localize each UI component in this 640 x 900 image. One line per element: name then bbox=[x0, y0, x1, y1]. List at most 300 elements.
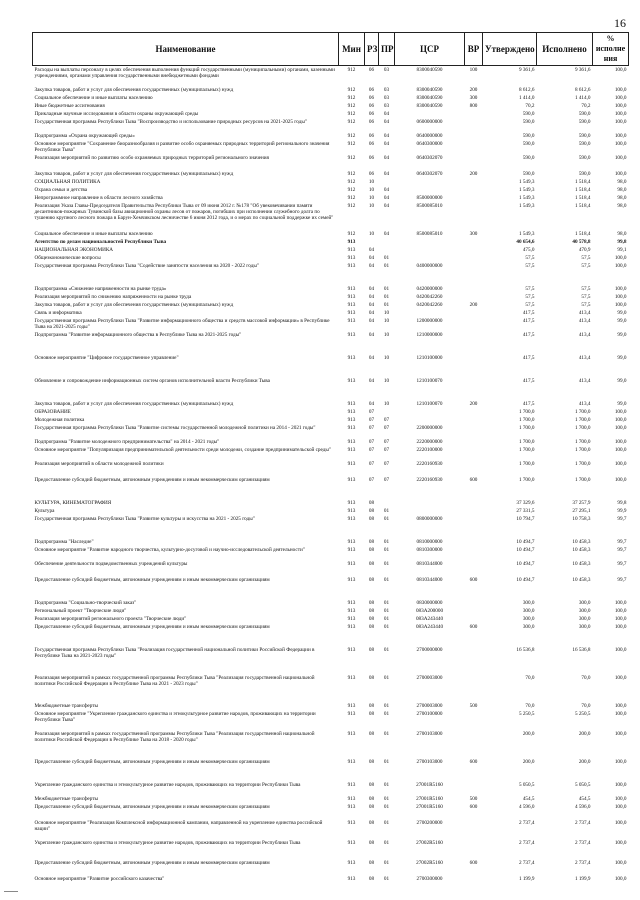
table-row bbox=[33, 476, 629, 499]
cell-name: Межбюджетные трансферты bbox=[34, 796, 99, 802]
cell-executed: 1 199,9 bbox=[574, 876, 591, 882]
cell-name: Предоставление субсидий бюджетным, автономным учреждениям и иным некоммерческим организациям bbox=[34, 804, 270, 810]
header-pr: ПР bbox=[379, 33, 395, 66]
cell-approved: 1 549,3 bbox=[518, 231, 535, 237]
cell-min: 912 bbox=[347, 111, 356, 117]
table-row bbox=[33, 254, 629, 262]
table-row bbox=[33, 615, 629, 623]
cell-min: 913 bbox=[347, 401, 356, 407]
cell-percent: 100,0 bbox=[614, 263, 627, 269]
cell-name: Реализация мероприятий в области молодежной политики bbox=[34, 461, 164, 467]
cell-min: 913 bbox=[347, 600, 356, 606]
cell-percent: 98,0 bbox=[617, 179, 627, 185]
cell-name: Культура bbox=[34, 508, 55, 514]
cell-executed: 300,0 bbox=[578, 624, 591, 630]
cell-name: Реализация мероприятий регионального проекта "Творческие люди" bbox=[34, 616, 187, 622]
cell-name: Основное мероприятие "Реализация Комплексной информационной кампании, направленной на укрепление единства российской нации" bbox=[34, 820, 323, 832]
cell-rz: 06 bbox=[368, 119, 375, 125]
cell-percent: 99,0 bbox=[617, 310, 627, 316]
cell-executed: 70,0 bbox=[581, 675, 591, 681]
cell-approved: 37 329,6 bbox=[516, 500, 535, 506]
cell-vr bbox=[465, 560, 483, 576]
cell-name: НАЦИОНАЛЬНАЯ ЭКОНОМИКА bbox=[34, 247, 114, 253]
cell-pr: 01 bbox=[383, 516, 390, 522]
cell-name: Государственная программа Республики Тыва "Развитие информационного общества и средств массовой информации» в Республике Тыва на 2021-2025 годы" bbox=[34, 318, 330, 330]
cell-pr: 03 bbox=[383, 95, 390, 101]
cell-csr: 27001R5160 bbox=[416, 804, 443, 810]
cell-percent: 100,0 bbox=[614, 447, 627, 453]
cell-pr: 03 bbox=[383, 67, 390, 73]
cell-csr: 8500000000 bbox=[416, 195, 443, 201]
cell-csr: 2700100000 bbox=[416, 711, 443, 717]
cell-pr: 04 bbox=[383, 195, 390, 201]
cell-csr: 8300040590 bbox=[416, 103, 443, 109]
cell-approved: 70,2 bbox=[525, 103, 535, 109]
cell-approved: 1 700,0 bbox=[518, 425, 535, 431]
cell-percent: 100,0 bbox=[614, 647, 627, 653]
cell-executed: 413,4 bbox=[578, 378, 591, 384]
cell-approved: 590,0 bbox=[522, 119, 535, 125]
cell-name: Государственная программа Республики Тыва "Воспроизводство и использование природных ресурсов на 2021-2025 годы" bbox=[34, 119, 307, 125]
cell-min: 913 bbox=[347, 447, 356, 453]
table-row bbox=[33, 154, 629, 170]
cell-executed: 2 737,4 bbox=[574, 860, 591, 866]
header-min: Мин bbox=[339, 33, 365, 66]
cell-pr: 01 bbox=[383, 675, 390, 681]
cell-csr: 1210000000 bbox=[416, 332, 443, 338]
cell-name: Закупка товаров, работ и услуг для обеспечения государственных (муниципальных) нужд bbox=[34, 87, 234, 93]
header-rz: РЗ bbox=[365, 33, 379, 66]
cell-min: 913 bbox=[347, 711, 356, 717]
cell-executed: 57,5 bbox=[581, 263, 591, 269]
cell-executed: 70,0 bbox=[581, 703, 591, 709]
cell-percent: 100,0 bbox=[614, 87, 627, 93]
cell-name: Основное мероприятие "Цифровое государственное управление" bbox=[34, 355, 179, 361]
cell-approved: 10 494,7 bbox=[516, 577, 535, 583]
cell-approved: 417,5 bbox=[522, 332, 535, 338]
cell-percent: 99,7 bbox=[617, 577, 627, 583]
cell-vr bbox=[465, 354, 483, 377]
cell-rz: 07 bbox=[368, 425, 375, 431]
table-row bbox=[33, 424, 629, 438]
cell-percent: 99,7 bbox=[617, 547, 627, 553]
cell-min: 913 bbox=[347, 409, 356, 415]
cell-executed: 16 536,8 bbox=[572, 647, 591, 653]
cell-vr: 100 bbox=[469, 67, 478, 73]
cell-name: Предоставление субсидий бюджетным, автономным учреждениям и иным некоммерческим организациям bbox=[34, 860, 270, 866]
cell-csr bbox=[395, 186, 465, 194]
cell-rz: 08 bbox=[368, 759, 375, 765]
cell-executed: 590,0 bbox=[578, 111, 591, 117]
cell-vr bbox=[465, 730, 483, 758]
cell-percent: 99,7 bbox=[617, 516, 627, 522]
cell-percent: 100,0 bbox=[614, 119, 627, 125]
cell-min: 912 bbox=[347, 103, 356, 109]
cell-min: 913 bbox=[347, 820, 356, 826]
cell-rz: 06 bbox=[368, 95, 375, 101]
cell-csr: 1200000000 bbox=[416, 318, 443, 324]
cell-pr bbox=[379, 408, 395, 416]
cell-percent: 100,0 bbox=[614, 425, 627, 431]
cell-min: 913 bbox=[347, 417, 356, 423]
cell-approved: 1 700,0 bbox=[518, 461, 535, 467]
cell-vr bbox=[465, 408, 483, 416]
cell-csr: 0810344000 bbox=[416, 561, 443, 567]
cell-csr: 1210100070 bbox=[416, 378, 443, 384]
cell-csr: 0420042260 bbox=[416, 294, 443, 300]
page-edge-mark bbox=[4, 891, 18, 892]
cell-csr: 8500085010 bbox=[416, 231, 443, 237]
cell-approved: 300,0 bbox=[522, 616, 535, 622]
header-executed: Исполнено bbox=[537, 33, 593, 66]
cell-pr: 03 bbox=[383, 87, 390, 93]
cell-approved: 417,5 bbox=[522, 310, 535, 316]
cell-pr: 01 bbox=[383, 286, 390, 292]
cell-approved: 2 737,4 bbox=[518, 840, 535, 846]
cell-min: 913 bbox=[347, 647, 356, 653]
cell-vr bbox=[465, 178, 483, 186]
cell-approved: 590,0 bbox=[522, 111, 535, 117]
cell-executed: 1 700,0 bbox=[574, 417, 591, 423]
table-row bbox=[33, 674, 629, 702]
cell-pr: 01 bbox=[383, 263, 390, 269]
table-row bbox=[33, 839, 629, 859]
cell-percent: 99,8 bbox=[617, 239, 627, 245]
cell-vr bbox=[465, 140, 483, 154]
cell-csr: 0800000000 bbox=[416, 516, 443, 522]
cell-vr: 500 bbox=[469, 796, 478, 802]
cell-approved: 1 700,0 bbox=[518, 439, 535, 445]
cell-rz: 04 bbox=[368, 310, 375, 316]
cell-pr: 01 bbox=[383, 820, 390, 826]
cell-pr: 04 bbox=[383, 133, 390, 139]
cell-csr: 2220000000 bbox=[416, 439, 443, 445]
cell-rz: 08 bbox=[368, 624, 375, 630]
cell-approved: 590,0 bbox=[522, 171, 535, 177]
cell-approved: 27 331,5 bbox=[516, 508, 535, 514]
cell-min: 913 bbox=[347, 332, 356, 338]
cell-min: 913 bbox=[347, 675, 356, 681]
cell-approved: 16 536,8 bbox=[516, 647, 535, 653]
cell-executed: 1 518,4 bbox=[574, 231, 591, 237]
cell-percent: 100,0 bbox=[614, 417, 627, 423]
cell-percent: 100,0 bbox=[614, 111, 627, 117]
cell-approved: 417,5 bbox=[522, 378, 535, 384]
cell-rz: 07 bbox=[368, 477, 375, 483]
cell-rz: 08 bbox=[368, 608, 375, 614]
cell-vr: 200 bbox=[469, 87, 478, 93]
table-row bbox=[33, 460, 629, 476]
cell-executed: 413,4 bbox=[578, 355, 591, 361]
cell-percent: 98,0 bbox=[617, 187, 627, 193]
cell-pr: 07 bbox=[383, 477, 390, 483]
cell-pr: 04 bbox=[383, 111, 390, 117]
cell-name: Подпрограмма "Социально-творческий заказ" bbox=[34, 600, 137, 606]
table-body bbox=[33, 66, 629, 884]
cell-percent: 100,0 bbox=[614, 286, 627, 292]
cell-approved: 10 494,7 bbox=[516, 561, 535, 567]
table-row bbox=[33, 94, 629, 102]
cell-name: Закупка товаров, работ и услуг для обеспечения государственных (муниципальных) нужд bbox=[34, 171, 234, 177]
cell-min: 913 bbox=[347, 294, 356, 300]
table-row bbox=[33, 331, 629, 354]
cell-pr: 07 bbox=[383, 447, 390, 453]
cell-csr: 0810000000 bbox=[416, 539, 443, 545]
cell-approved: 300,0 bbox=[522, 624, 535, 630]
cell-csr: 2200000000 bbox=[416, 425, 443, 431]
cell-csr: 2220160930 bbox=[416, 477, 443, 483]
cell-approved: 10 494,7 bbox=[516, 547, 535, 553]
cell-executed: 9 361,6 bbox=[574, 67, 591, 73]
cell-min: 913 bbox=[347, 439, 356, 445]
cell-executed: 1 518,4 bbox=[574, 179, 591, 185]
cell-csr: 2700103000 bbox=[416, 731, 443, 737]
cell-csr: 0640300000 bbox=[416, 141, 443, 147]
cell-rz: 08 bbox=[368, 616, 375, 622]
cell-name: Реализация мероприятий по снижению напряженности на рынке труда bbox=[34, 294, 192, 300]
cell-name: Иные бюджетные ассигнования bbox=[34, 103, 105, 109]
cell-approved: 417,5 bbox=[522, 401, 535, 407]
table-row bbox=[33, 499, 629, 507]
cell-pr: 10 bbox=[383, 401, 390, 407]
cell-executed: 1 518,4 bbox=[574, 195, 591, 201]
cell-name: Подпрограмма "Развитие информационного общества в Республике Тыва на 2021-2025 годы" bbox=[34, 332, 242, 338]
table-row bbox=[33, 301, 629, 309]
header-name: Наименование bbox=[33, 33, 339, 66]
cell-executed: 10 458,3 bbox=[572, 547, 591, 553]
cell-csr bbox=[395, 178, 465, 186]
cell-vr bbox=[465, 254, 483, 262]
cell-csr: 0810300000 bbox=[416, 547, 443, 553]
cell-vr: 500 bbox=[469, 703, 478, 709]
cell-percent: 99,0 bbox=[617, 401, 627, 407]
cell-name: СОЦИАЛЬНАЯ ПОЛИТИКА bbox=[34, 179, 101, 185]
cell-csr: 2220100000 bbox=[416, 447, 443, 453]
table-row bbox=[33, 416, 629, 424]
cell-executed: 57,5 bbox=[581, 294, 591, 300]
cell-percent: 100,0 bbox=[614, 439, 627, 445]
table-row bbox=[33, 262, 629, 285]
cell-approved: 417,5 bbox=[522, 318, 535, 324]
cell-approved: 1 549,3 bbox=[518, 203, 535, 209]
cell-name: Предоставление субсидий бюджетным, автономным учреждениям и иным некоммерческим организациям bbox=[34, 759, 270, 765]
cell-percent: 100,0 bbox=[614, 477, 627, 483]
cell-csr: 2700300000 bbox=[416, 876, 443, 882]
cell-csr bbox=[395, 507, 465, 515]
cell-name: Подпрограмма «Охрана окружающей среды» bbox=[34, 133, 135, 139]
cell-name: Подпрограмма «Снижение напряженности на рынке труда» bbox=[34, 286, 167, 292]
cell-csr: 2700003000 bbox=[416, 703, 443, 709]
cell-rz: 07 bbox=[368, 417, 375, 423]
cell-pr: 01 bbox=[383, 860, 390, 866]
cell-min: 913 bbox=[347, 608, 356, 614]
header-csr: ЦСР bbox=[395, 33, 465, 66]
cell-name: Реализация Указа Главы-Председателя Правительства Республики Тыва от 09 июня 2012 г. №178 "Об увековечивании памяти десантников-пожарных Тувинской базы авиационной охраны лесов от пожаров, погибших при исполнении служебного долга по тушению крупного лесного пожара в Барун-Хемчикском лесничестве 6 июня 2012 года, и о мерах по социальной поддержке их семей" bbox=[34, 203, 334, 221]
cell-min: 913 bbox=[347, 425, 356, 431]
cell-csr: 1210100000 bbox=[416, 355, 443, 361]
cell-pr: 01 bbox=[383, 547, 390, 553]
cell-csr bbox=[395, 416, 465, 424]
cell-vr bbox=[465, 238, 483, 246]
cell-vr: 600 bbox=[469, 860, 478, 866]
cell-pr: 07 bbox=[383, 417, 390, 423]
cell-rz: 06 bbox=[368, 171, 375, 177]
cell-percent: 99,0 bbox=[617, 332, 627, 338]
cell-min: 913 bbox=[347, 477, 356, 483]
cell-percent: 99,9 bbox=[617, 508, 627, 514]
cell-name: Агентство по делам национальностей Республики Тыва bbox=[34, 239, 167, 245]
table-row bbox=[33, 110, 629, 118]
cell-rz: 04 bbox=[368, 318, 375, 324]
table-row bbox=[33, 730, 629, 758]
cell-rz: 07 bbox=[368, 461, 375, 467]
cell-approved: 40 654,6 bbox=[516, 239, 535, 245]
table-row bbox=[33, 438, 629, 446]
cell-percent: 100,0 bbox=[614, 95, 627, 101]
table-row bbox=[33, 354, 629, 377]
cell-rz: 08 bbox=[368, 711, 375, 717]
cell-pr: 07 bbox=[383, 461, 390, 467]
cell-rz: 08 bbox=[368, 782, 375, 788]
cell-percent: 100,0 bbox=[614, 133, 627, 139]
cell-pr: 04 bbox=[383, 171, 390, 177]
cell-executed: 27 295,1 bbox=[572, 508, 591, 514]
cell-executed: 200,0 bbox=[578, 731, 591, 737]
cell-name: Государственная программа Республики Тыва "Реализация государственной национальной политики Российской Федерации в Республике Тыва на 2021-2023 годы" bbox=[34, 647, 315, 659]
cell-percent: 100,0 bbox=[614, 409, 627, 415]
cell-name: Государственная программа Республики Тыва "Развитие культуры и искусства на 2021 - 2025 годы" bbox=[34, 516, 255, 522]
cell-executed: 57,5 bbox=[581, 302, 591, 308]
cell-executed: 590,0 bbox=[578, 133, 591, 139]
cell-csr: 1210100070 bbox=[416, 401, 443, 407]
cell-vr bbox=[465, 285, 483, 293]
table-row bbox=[33, 102, 629, 110]
table-row bbox=[33, 507, 629, 515]
cell-csr: 0640302070 bbox=[416, 171, 443, 177]
cell-approved: 8 612,6 bbox=[518, 87, 535, 93]
table-row bbox=[33, 132, 629, 140]
cell-min: 913 bbox=[347, 239, 356, 245]
cell-pr: 01 bbox=[383, 302, 390, 308]
cell-name: Непрограммное направление в области лесного хозяйства bbox=[34, 195, 163, 201]
table-row bbox=[33, 875, 629, 883]
cell-vr: 200 bbox=[469, 171, 478, 177]
cell-pr: 01 bbox=[383, 804, 390, 810]
cell-pr: 01 bbox=[383, 539, 390, 545]
cell-csr: 0420000000 bbox=[416, 286, 443, 292]
cell-vr bbox=[465, 118, 483, 132]
cell-executed: 70,2 bbox=[581, 103, 591, 109]
cell-vr bbox=[465, 438, 483, 446]
cell-csr: 083A200000 bbox=[415, 608, 444, 614]
cell-name: Межбюджетные трансферты bbox=[34, 703, 99, 709]
cell-vr bbox=[465, 132, 483, 140]
cell-executed: 590,0 bbox=[578, 119, 591, 125]
cell-rz: 07 bbox=[368, 439, 375, 445]
cell-vr bbox=[465, 875, 483, 883]
cell-percent: 100,0 bbox=[614, 461, 627, 467]
cell-approved: 5 050,5 bbox=[518, 782, 535, 788]
cell-vr bbox=[465, 507, 483, 515]
cell-name: Связь и информатика bbox=[34, 310, 82, 316]
cell-pr bbox=[379, 499, 395, 507]
cell-pr: 01 bbox=[383, 647, 390, 653]
cell-pr: 01 bbox=[383, 608, 390, 614]
cell-min: 913 bbox=[347, 577, 356, 583]
table-row bbox=[33, 285, 629, 293]
cell-min: 913 bbox=[347, 516, 356, 522]
cell-name: ОБРАЗОВАНИЕ bbox=[34, 409, 71, 415]
cell-vr bbox=[465, 317, 483, 331]
cell-rz: 06 bbox=[368, 67, 375, 73]
cell-rz: 04 bbox=[368, 332, 375, 338]
cell-approved: 454,5 bbox=[522, 796, 535, 802]
cell-min: 913 bbox=[347, 302, 356, 308]
cell-executed: 413,4 bbox=[578, 332, 591, 338]
cell-rz: 08 bbox=[368, 796, 375, 802]
cell-name: Государственная программа Республики Тыва "Развитие системы государственной молодежной политики на 2014 - 2021 годы" bbox=[34, 425, 316, 431]
header-vr: ВР bbox=[465, 33, 483, 66]
table-row bbox=[33, 623, 629, 646]
cell-percent: 99,1 bbox=[617, 247, 627, 253]
cell-approved: 590,0 bbox=[522, 155, 535, 161]
cell-csr: 8300040590 bbox=[416, 87, 443, 93]
cell-rz: 04 bbox=[368, 255, 375, 261]
cell-pr: 01 bbox=[383, 294, 390, 300]
cell-rz: 07 bbox=[368, 409, 375, 415]
cell-csr: 0640000000 bbox=[416, 133, 443, 139]
cell-pr: 04 bbox=[383, 119, 390, 125]
cell-csr: 083A243440 bbox=[415, 624, 444, 630]
cell-csr: 8300040590 bbox=[416, 95, 443, 101]
cell-min: 913 bbox=[347, 286, 356, 292]
cell-rz: 08 bbox=[368, 860, 375, 866]
cell-name: Основное мероприятие "Укрепление гражданского единства и этнокультурное развитие народов, проживающих на территории Республики Тыва" bbox=[34, 711, 316, 723]
cell-vr bbox=[465, 246, 483, 254]
table-row bbox=[33, 546, 629, 560]
cell-min: 913 bbox=[347, 796, 356, 802]
cell-pr: 01 bbox=[383, 616, 390, 622]
cell-name: Основное мероприятие "Развитие народного творчества, культурно-досуговой и научно-исследовательской деятельности" bbox=[34, 547, 305, 553]
header-approved: Утверждено bbox=[483, 33, 537, 66]
cell-min: 913 bbox=[347, 547, 356, 553]
cell-executed: 1 700,0 bbox=[574, 439, 591, 445]
cell-percent: 100,0 bbox=[614, 820, 627, 826]
cell-min: 913 bbox=[347, 782, 356, 788]
table-row bbox=[33, 803, 629, 819]
cell-percent: 100,0 bbox=[614, 782, 627, 788]
cell-executed: 413,4 bbox=[578, 318, 591, 324]
cell-approved: 2 737,4 bbox=[518, 860, 535, 866]
cell-rz: 06 bbox=[368, 141, 375, 147]
cell-csr: 0420042260 bbox=[416, 302, 443, 308]
cell-min: 913 bbox=[347, 840, 356, 846]
cell-vr bbox=[465, 424, 483, 438]
cell-pr: 07 bbox=[383, 425, 390, 431]
cell-rz: 08 bbox=[368, 876, 375, 882]
cell-name: Государственная программа Республики Тыва "Содействие занятости населения на 2020 - 2022 годы" bbox=[34, 263, 259, 269]
cell-rz: 10 bbox=[368, 195, 375, 201]
cell-vr: 600 bbox=[469, 577, 478, 583]
cell-percent: 99,0 bbox=[617, 378, 627, 384]
cell-csr: 8300040590 bbox=[416, 67, 443, 73]
cell-min: 913 bbox=[347, 500, 356, 506]
cell-min: 912 bbox=[347, 133, 356, 139]
cell-rz: 08 bbox=[368, 577, 375, 583]
cell-name: Общеэкономические вопросы bbox=[34, 255, 101, 261]
cell-executed: 10 758,3 bbox=[572, 516, 591, 522]
cell-rz: 06 bbox=[368, 155, 375, 161]
